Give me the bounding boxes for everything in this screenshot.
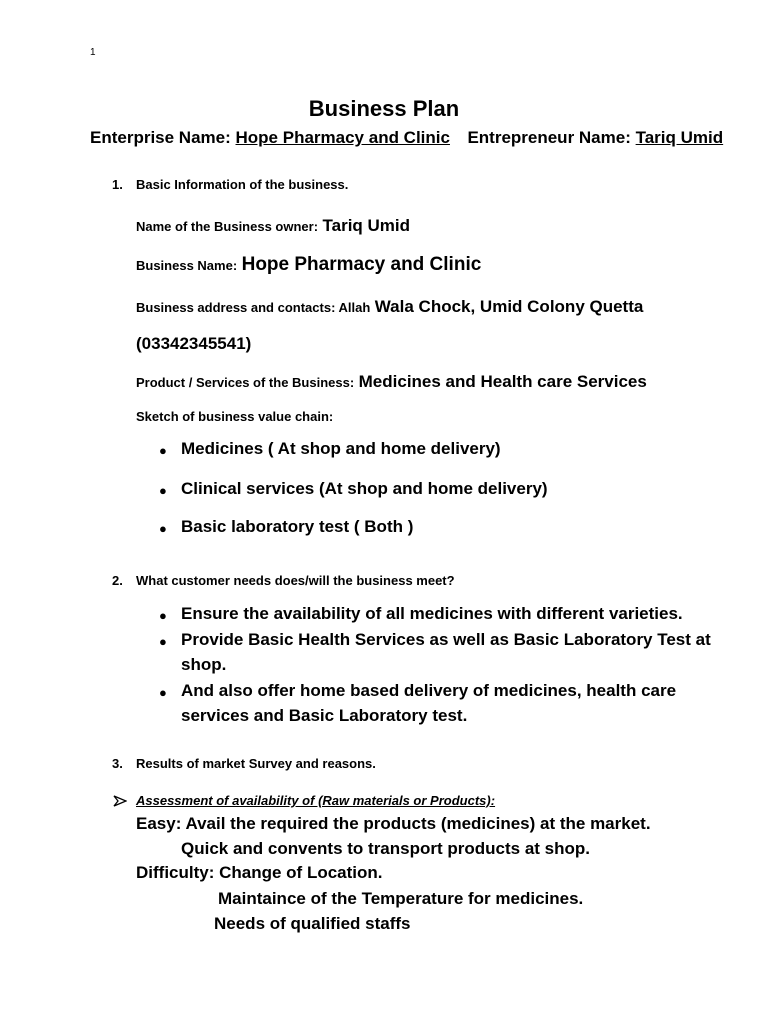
customer-need-item-cont: services and Basic Laboratory test. xyxy=(181,706,468,725)
business-label: Business Name: xyxy=(136,258,238,273)
value-chain-item: Medicines ( At shop and home delivery) xyxy=(181,439,501,458)
products-row xyxy=(136,372,647,392)
business-row xyxy=(136,254,481,276)
bullet-icon: ● xyxy=(159,483,167,498)
assessment-line: Quick and convents to transport products at shop. xyxy=(181,839,590,858)
business-value: Hope Pharmacy and Clinic xyxy=(241,254,482,275)
products-label: Product / Services of the Business: xyxy=(136,375,355,390)
address-value: Wala Chock, Umid Colony Quetta xyxy=(374,297,644,316)
bullet-icon: ● xyxy=(159,685,167,700)
value-chain-label: Sketch of business value chain: xyxy=(136,409,334,424)
customer-need-item: And also offer home based delivery of medicines, health care xyxy=(181,681,677,700)
owner-value: Tariq Umid xyxy=(322,216,411,235)
enterprise-label: Enterprise Name: xyxy=(90,128,231,147)
section3-heading: Results of market Survey and reasons. xyxy=(136,756,376,771)
bullet-icon: ● xyxy=(159,634,167,649)
address-label: Business address and contacts: Allah xyxy=(136,300,371,315)
header-line xyxy=(90,128,723,148)
owner-row xyxy=(136,216,410,236)
value-chain-item: Clinical services (At shop and home delivery) xyxy=(181,479,548,498)
owner-label: Name of the Business owner: xyxy=(136,219,319,234)
enterprise-value: Hope Pharmacy and Clinic xyxy=(235,128,450,147)
page-title: Business Plan xyxy=(308,96,460,121)
section1-heading: Basic Information of the business. xyxy=(136,177,349,192)
section1-number: 1. xyxy=(112,177,123,192)
value-chain-item: Basic laboratory test ( Both ) xyxy=(181,517,414,536)
section3-number: 3. xyxy=(112,756,123,771)
entrepreneur-label: Entrepreneur Name: xyxy=(467,128,631,147)
customer-need-item: Ensure the availability of all medicines with different varieties. xyxy=(181,604,683,623)
entrepreneur-value: Tariq Umid xyxy=(635,128,724,147)
assessment-line-difficulty: Difficulty: Change of Location. xyxy=(136,863,383,882)
section2-heading: What customer needs does/will the business meet? xyxy=(136,573,455,588)
products-value: Medicines and Health care Services xyxy=(358,372,647,391)
phone: (03342345541) xyxy=(136,334,252,353)
arrow-bullet-icon xyxy=(113,795,127,807)
customer-need-item: Provide Basic Health Services as well as Basic Laboratory Test at xyxy=(181,630,711,649)
customer-need-item-cont: shop. xyxy=(181,655,227,674)
assessment-line-easy: Easy: Avail the required the products (medicines) at the market. xyxy=(136,814,651,833)
bullet-icon: ● xyxy=(159,608,167,623)
bullet-icon: ● xyxy=(159,521,167,536)
section2-number: 2. xyxy=(112,573,123,588)
bullet-icon: ● xyxy=(159,443,167,458)
assessment-line: Needs of qualified staffs xyxy=(214,914,411,933)
assessment-line: Maintaince of the Temperature for medicines. xyxy=(218,889,584,908)
page-number: 1 xyxy=(90,47,96,58)
assessment-label: Assessment of availability of (Raw materials or Products): xyxy=(136,793,496,808)
address-row xyxy=(136,297,643,317)
